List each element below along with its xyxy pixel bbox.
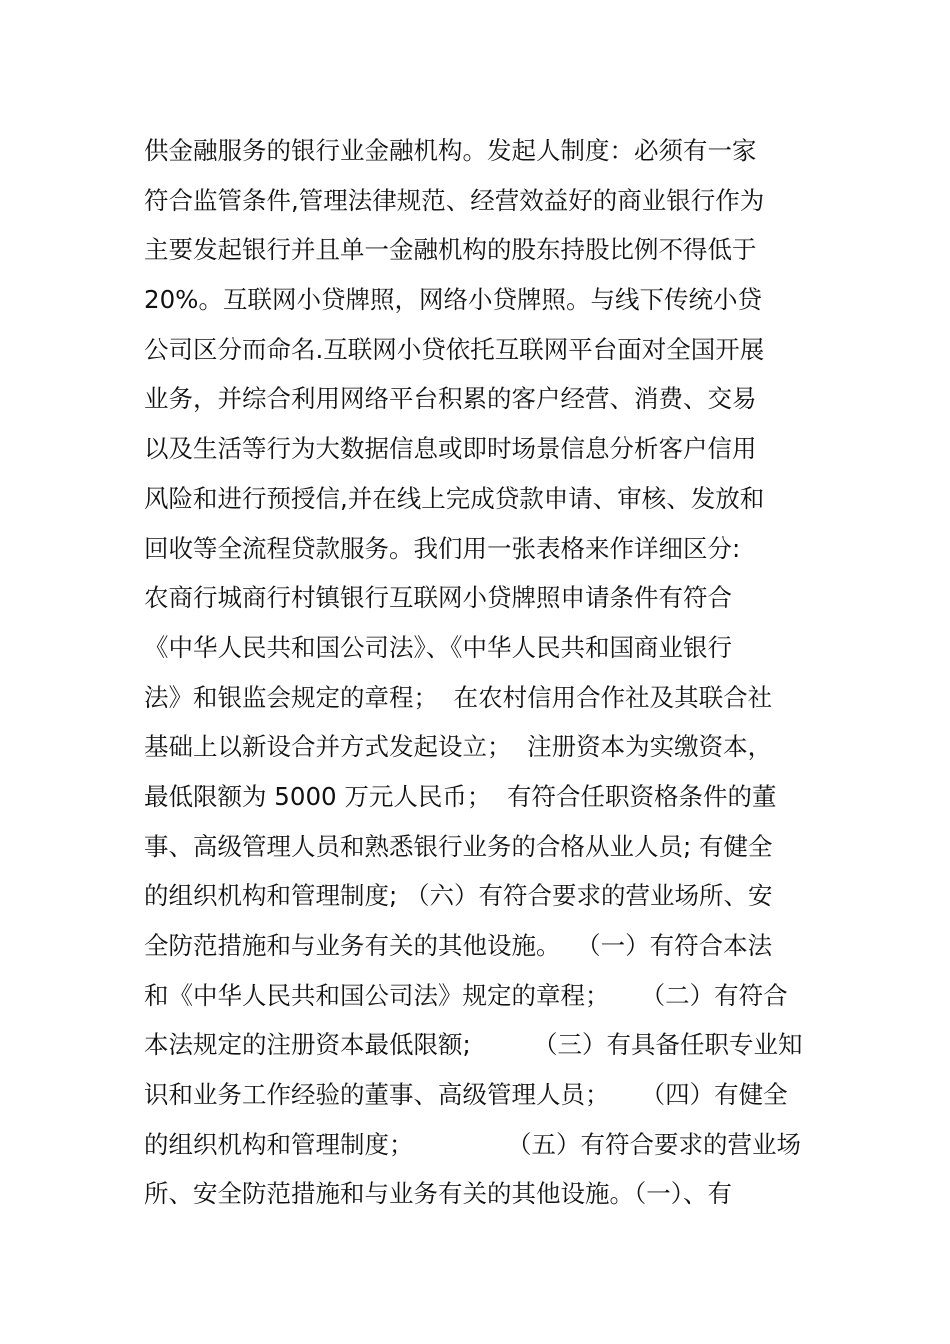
text-line: 本法规定的注册资本最低限额; （三）有具备任职专业知 bbox=[144, 1030, 803, 1060]
text-line: 符合监管条件,管理法律规范、经营效益好的商业银行作为 bbox=[144, 185, 765, 215]
text-line: 基础上以新设合并方式发起设立； 注册资本为实缴资本， bbox=[144, 732, 773, 762]
text-line: 公司区分而命名.互联网小贷依托互联网平台面对全国开展 bbox=[144, 334, 765, 364]
text-line: 风险和进行预授信,并在线上完成贷款申请、审核、发放和 bbox=[144, 483, 765, 513]
text-line: 的组织机构和管理制度; （六）有符合要求的营业场所、安 bbox=[144, 881, 773, 911]
body-text bbox=[144, 126, 824, 1219]
text-line: 业务，并综合利用网络平台积累的客户经营、消费、交易 bbox=[144, 384, 757, 414]
text-line: 和《中华人民共和国公司法》规定的章程； （二）有符合 bbox=[144, 980, 788, 1010]
text-line: 《中华人民共和国公司法》、《中华人民共和国商业银行 bbox=[144, 632, 732, 662]
text-line: 农商行城商行村镇银行互联网小贷牌照申请条件有符合 bbox=[144, 583, 732, 613]
text-line: 事、高级管理人员和熟悉银行业务的合格从业人员; 有健全 bbox=[144, 831, 773, 861]
text-line: 20%。互联网小贷牌照，网络小贷牌照。与线下传统小贷 bbox=[144, 285, 762, 315]
text-line: 以及生活等行为大数据信息或即时场景信息分析客户信用 bbox=[144, 434, 757, 464]
text-line: 回收等全流程贷款服务。我们用一张表格来作详细区分: bbox=[144, 533, 741, 563]
text-line: 全防范措施和与业务有关的其他设施。 （一）有符合本法 bbox=[144, 931, 773, 960]
text-line: 所、安全防范措施和与业务有关的其他设施。（一）、有 bbox=[144, 1179, 732, 1209]
text-line: 主要发起银行并且单一金融机构的股东持股比例不得低于 bbox=[144, 235, 757, 265]
text-line: 识和业务工作经验的董事、高级管理人员； （四）有健全 bbox=[144, 1080, 788, 1110]
text-line: 供金融服务的银行业金融机构。发起人制度：必须有一家 bbox=[144, 136, 757, 165]
text-line: 的组织机构和管理制度； （五）有符合要求的营业场 bbox=[144, 1129, 801, 1159]
text-line: 法》和银监会规定的章程； 在农村信用合作社及其联合社 bbox=[144, 682, 773, 712]
text-line: 最低限额为 5000 万元人民币； 有符合任职资格条件的董 bbox=[144, 781, 777, 811]
